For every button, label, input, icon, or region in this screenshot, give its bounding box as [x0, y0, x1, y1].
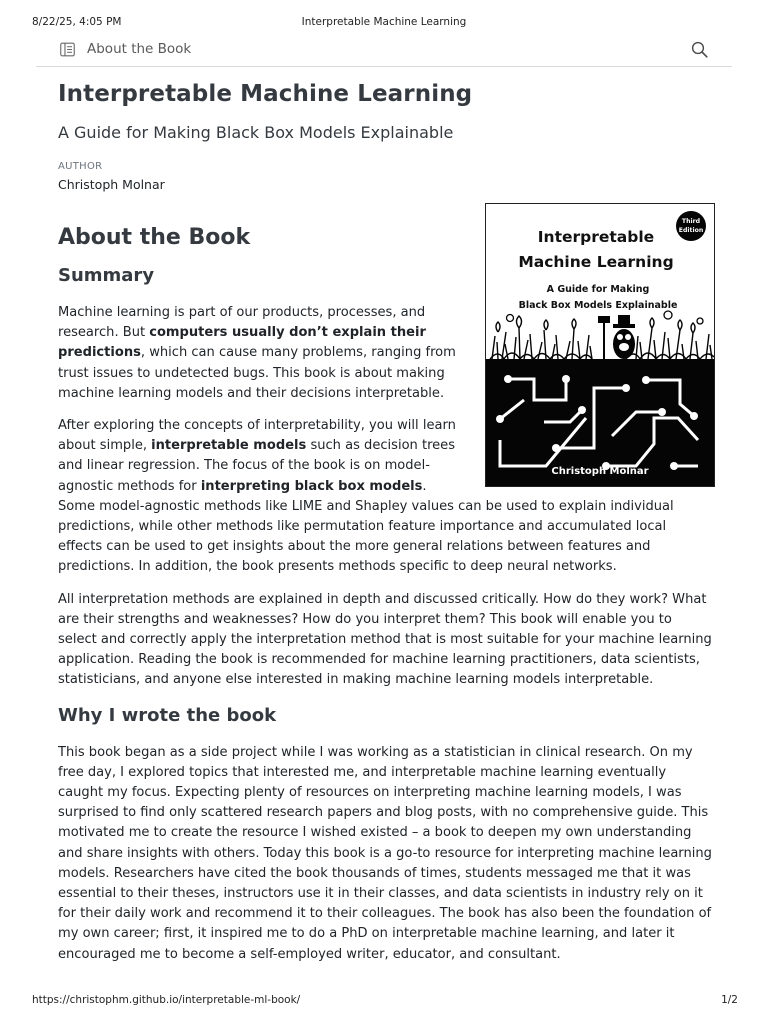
print-header [32, 16, 736, 30]
search-icon[interactable] [691, 41, 708, 58]
summary-heading: Summary [58, 265, 155, 286]
p2-bold-1: interpretable models [151, 438, 307, 454]
badge-line2: Edition [678, 227, 704, 234]
print-page-number: 1/2 [721, 994, 738, 1006]
book-cover-art [486, 204, 715, 487]
p1-text-c: , which can cause many problems, ranging from trust issues to undetected bugs. This book is about making machine learning models and their decisions interpretable. [58, 345, 456, 401]
cover-title-line2: Machine Learning [518, 253, 674, 271]
p2-bold-2: interpreting black box models [200, 478, 423, 494]
p2-text-c: such as decision trees and linear regression. The focus of the book is on model-agnostic methods for [58, 438, 456, 494]
p1-text-a: Machine learning is part of our products, processes, and research. But [58, 305, 426, 341]
about-heading: About the Book [58, 225, 251, 250]
book-subtitle: A Guide for Making Black Box Models Explainable [58, 123, 454, 142]
book-title: Interpretable Machine Learning [58, 81, 473, 107]
p2-text-e: . Some model-agnostic methods like LIME and Shapley values can be used to explain individual predictions, while other methods like permutation feature importance and accumulated local effects can be used to get insights about the more general relations between features and predictions. In addition, the book presents methods specific to deep neural networks. [58, 478, 674, 575]
cover-subtitle-line1: A Guide for Making [546, 284, 650, 295]
print-page-title: Interpretable Machine Learning [301, 16, 467, 28]
author-label: AUTHOR [58, 161, 103, 172]
badge-line1: Third [681, 218, 701, 225]
cover-author: Christoph Molnar [551, 466, 649, 477]
cover-title-line1: Interpretable [537, 228, 655, 246]
book-cover-image [485, 203, 715, 487]
print-url[interactable]: https://christophm.github.io/interpretable-ml-book/ [32, 994, 301, 1006]
summary-paragraph-3: All interpretation methods are explained in depth and discussed critically. How do they work? What are their strengths and weaknesses? How do you interpret them? This book will enable you to select and correctly apply the interpretation method that is most suitable for your machine learning application. Reading the book is recommended for machine learning practitioners, data scientists, statisticians, and anyone else interested in making machine learning models interpretable. [58, 591, 712, 688]
why-heading: Why I wrote the book [58, 704, 277, 726]
book-icon[interactable] [60, 42, 75, 57]
print-date: 8/22/25, 4:05 PM [32, 16, 122, 28]
why-paragraph: This book began as a side project while I was working as a statistician in clinical research. On my free day, I explored topics that interested me, and interpretable machine learning eventually caught my focus. Expecting plenty of resources on interpreting machine learning models, I was surprised to find only scattered research papers and blog posts, with no comprehensive guide. This motivated me to create the resource I wished existed – a book to deepen my own understanding and share insights with others. Today this book is a go-to resource for interpreting machine learning models. Researchers have cited the book thousands of times, students messaged me that it was essential to their theses, instructors use it in their classes, and data scientists in industry rely on it for their daily work and recommend it to their colleagues. The book has also been the foundation of my own career; first, it inspired me to do a PhD on interpretable machine learning, and later it encouraged me to become a self-employed writer, educator, and consultant. [58, 744, 712, 962]
top-navbar [36, 38, 732, 67]
author-name: Christoph Molnar [58, 177, 165, 192]
edition-badge [676, 211, 706, 241]
p2-text-a: After exploring the concepts of interpretability, you will learn about simple, [58, 418, 456, 454]
print-footer [32, 994, 738, 1008]
cover-subtitle-line2: Black Box Models Explainable [518, 300, 678, 311]
main-content [58, 78, 714, 965]
breadcrumb-section[interactable]: About the Book [87, 41, 192, 57]
p1-bold: computers usually don’t explain their predictions [58, 325, 426, 361]
